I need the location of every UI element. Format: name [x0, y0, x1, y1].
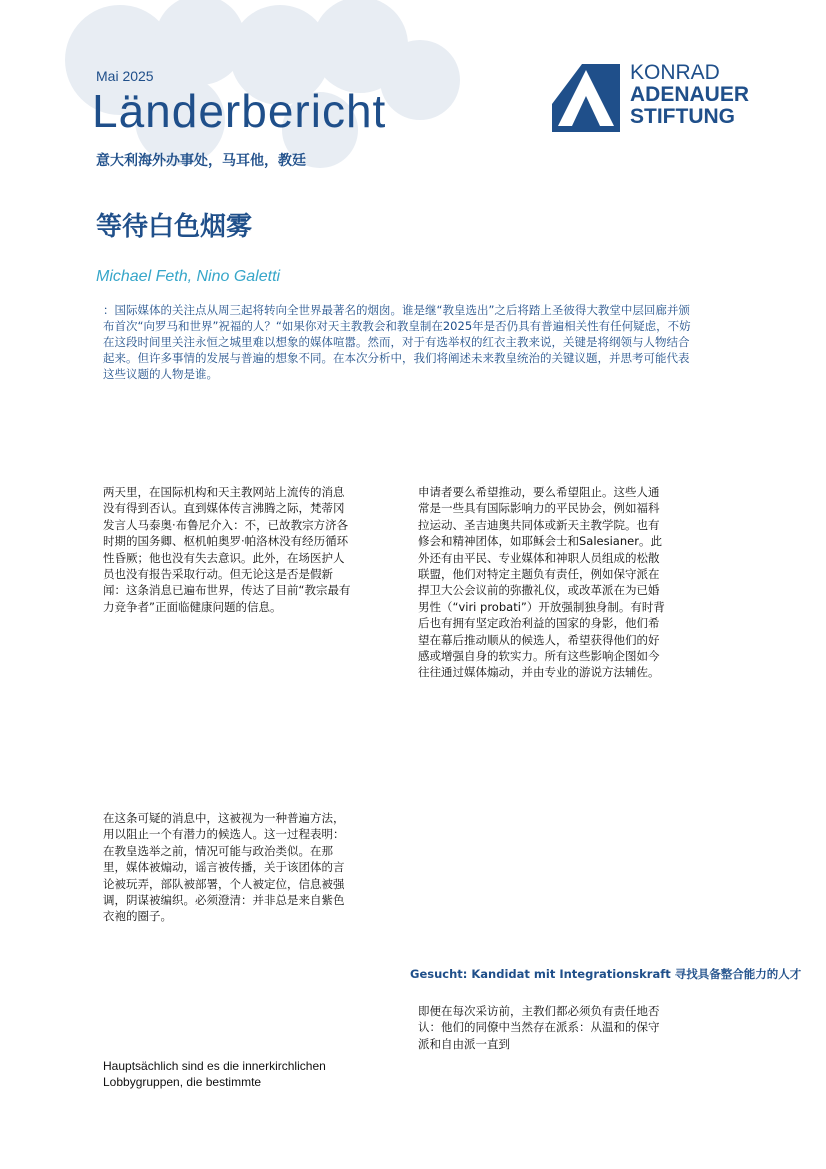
logo-line-stiftung: STIFTUNG [630, 105, 735, 128]
body-paragraph-5: Hauptsächlich sind es die innerkirchlichen Lobbygruppen, die bestimmte [103, 1059, 326, 1089]
article-abstract: ：国际媒体的关注点从周三起将转向全世界最著名的烟囱。谁是继“教皇选出”之后将踏上圣彼得大教堂中层回廊并颁布首次“向罗马和世界”祝福的人？“如果你对天主教教会和教皇制在2025年是否仍具有普遍相关性有任何疑虑，不妨在这段时间里关注永恒之城里难以想象的媒体喧嚣。然而，对于有选举权的红衣主教来说，关键是将纲领与人物结合起来。但许多事情的发展与普遍的想象不同。在本次分析中，我们将阐述未来教皇统治的关键议题，并思考可能代表这些议题的人物是谁。 [103, 303, 691, 381]
article-headline: 等待白色烟雾 [96, 212, 253, 242]
body-paragraph-1: 两天里，在国际机构和天主教网站上流传的消息没有得到否认。直到媒体传言沸腾之际，梵蒂冈发言人马泰奥·布鲁尼介入：不，已故教宗方济各时期的国务卿、枢机帕奥罗·帕洛林没有经历循环性昏厥；他也没有失去意识。此外，在场医护人员也没有报告采取行动。但无论这是否是假新闻：这条消息已遍布世界，传达了目前“教宗最有力竞争者”正面临健康问题的信息。 [103, 485, 351, 614]
report-type-title: Länderbericht [92, 85, 387, 137]
kas-logo [552, 62, 782, 134]
body-paragraph-4: 即便在每次采访前，主教们都必须负有责任地否认：他们的同僚中当然存在派系：从温和的保守派和自由派一直到 [418, 1004, 660, 1051]
section-heading: Gesucht: Kandidat mit Integrationskraft 寻找具备整合能力的人才 [410, 967, 802, 981]
kas-logo-mark-icon [552, 64, 620, 132]
report-date: Mai 2025 [96, 68, 154, 84]
logo-line-konrad: KONRAD [630, 61, 720, 84]
office-subtitle: 意大利海外办事处，马耳他，教廷 [96, 153, 306, 169]
article-authors: Michael Feth, Nino Galetti [96, 268, 281, 285]
logo-line-adenauer: ADENAUER [630, 83, 750, 106]
body-paragraph-3: 在这条可疑的消息中，这被视为一种普遍方法，用以阻止一个有潜力的候选人。这一过程表明：在教皇选举之前，情况可能与政治类似。在那里，媒体被煽动，谣言被传播，关于该团体的言论被玩弄，部队被部署，个人被定位，信息被强调，阴谋被编织。必须澄清：并非总是来自紫色衣袍的圈子。 [103, 811, 345, 924]
body-paragraph-2: 申请者要么希望推动，要么希望阻止。这些人通常是一些具有国际影响力的平民协会，例如福科拉运动、圣吉迪奥共同体或新天主教学院。也有修会和精神团体，如耶稣会士和Salesianer。此外还有由平民、专业媒体和神职人员组成的松散联盟，他们对特定主题负有责任，例如保守派在捍卫大公会议前的弥撒礼仪，或改革派在为已婚男性（“viri probati”）开放强制独身制。有时背后也有拥有坚定政治利益的国家的身影，他们希望在幕后推动顺从的候选人，希望获得他们的好感或增强自身的软实力。所有这些影响企图如今往往通过媒体煽动，并由专业的游说方法辅佐。 [418, 485, 665, 680]
